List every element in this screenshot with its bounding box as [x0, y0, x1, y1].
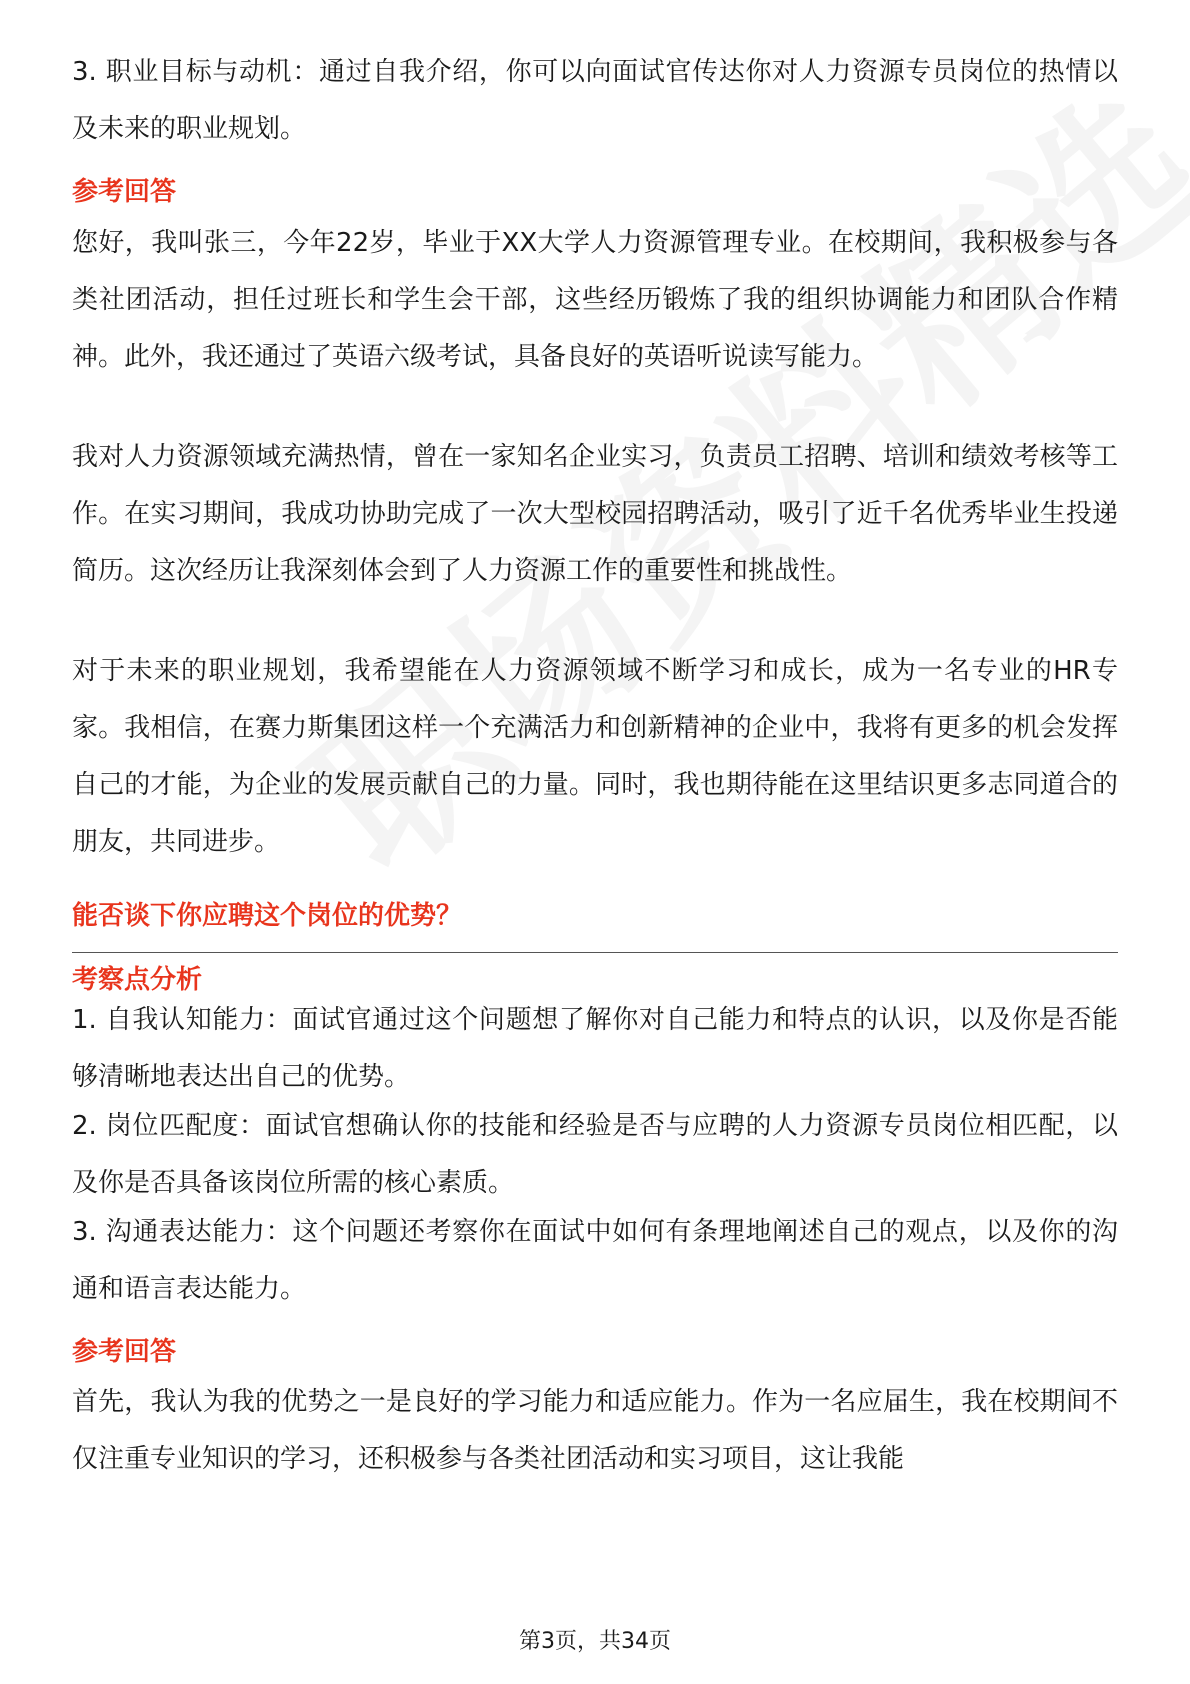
page-footer: 第3页，共34页 [519, 1629, 671, 1654]
analysis-item-3: 3. 职业目标与动机：通过自我介绍，你可以向面试官传达你对人力资源专员岗位的热情以及未来的职业规划。 [72, 57, 1118, 144]
analysis-item-3b: 3. 沟通表达能力：这个问题还考察你在面试中如何有条理地阐述自己的观点，以及你的沟通和语言表达能力。 [72, 1217, 1118, 1304]
question-heading: 能否谈下你应聘这个岗位的优势？ [72, 901, 463, 931]
analysis-heading: 考察点分析 [72, 965, 203, 995]
answer-paragraph-1: 您好，我叫张三，今年22岁，毕业于XX大学人力资源管理专业。在校期间，我积极参与各类社团活动，担任过班长和学生会干部，这些经历锻炼了我的组织协调能力和团队合作精神。此外，我还通过了英语六级考试，具备良好的英语听说读写能力。 [72, 228, 1118, 372]
analysis-item-2: 2. 岗位匹配度：面试官想确认你的技能和经验是否与应聘的人力资源专员岗位相匹配，以及你是否具备该岗位所需的核心素质。 [72, 1111, 1118, 1198]
answer-paragraph-4: 首先，我认为我的优势之一是良好的学习能力和适应能力。作为一名应届生，我在校期间不仅注重专业知识的学习，还积极参与各类社团活动和实习项目，这让我能 [72, 1387, 1118, 1474]
answer-heading-1: 参考回答 [72, 177, 177, 207]
analysis-item-1: 1. 自我认知能力：面试官通过这个问题想了解你对自己能力和特点的认识，以及你是否能够清晰地表达出自己的优势。 [72, 1005, 1118, 1092]
answer-paragraph-3: 对于未来的职业规划，我希望能在人力资源领域不断学习和成长，成为一名专业的HR专家。我相信，在赛力斯集团这样一个充满活力和创新精神的企业中，我将有更多的机会发挥自己的才能，为企业的发展贡献自己的力量。同时，我也期待能在这里结识更多志同道合的朋友，共同进步。 [72, 656, 1118, 857]
answer-heading-2: 参考回答 [72, 1337, 177, 1367]
answer-paragraph-2: 我对人力资源领域充满热情，曾在一家知名企业实习，负责员工招聘、培训和绩效考核等工作。在实习期间，我成功协助完成了一次大型校园招聘活动，吸引了近千名优秀毕业生投递简历。这次经历让我深刻体会到了人力资源工作的重要性和挑战性。 [72, 442, 1118, 586]
section-divider [72, 952, 1118, 953]
